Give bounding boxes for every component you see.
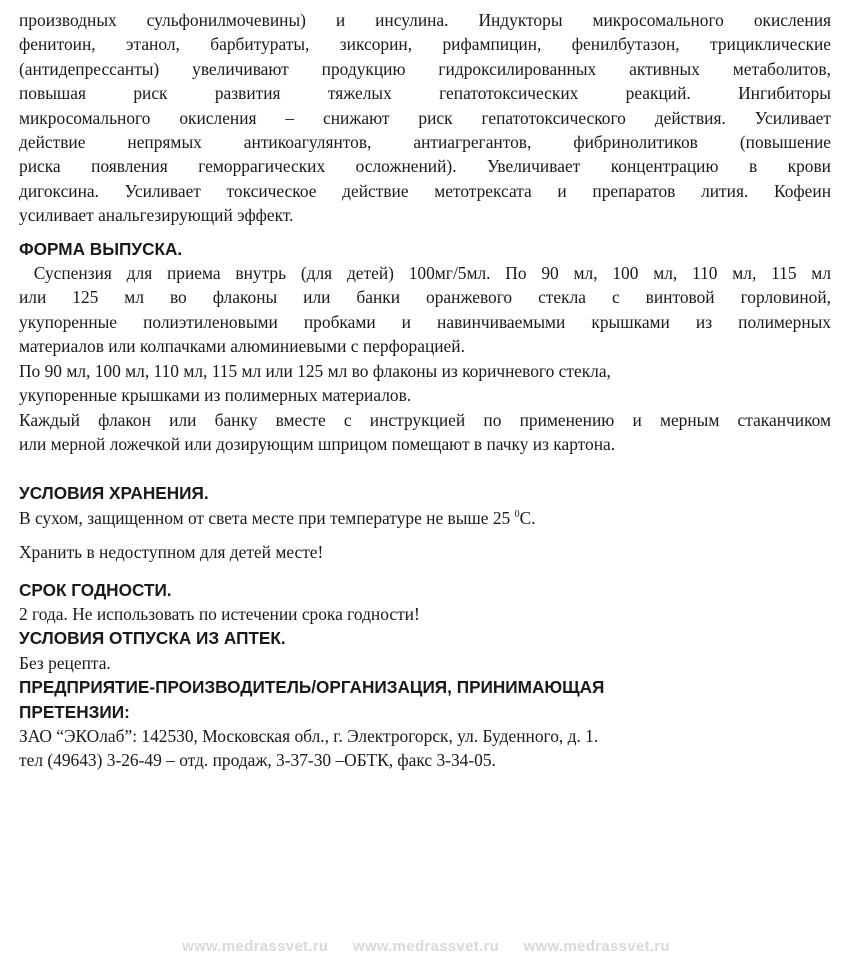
paragraph-line: Каждый флакон или банку вместе с инструкцией по применению и мерным стаканчиком — [19, 409, 831, 430]
paragraph-line: усиливает анальгезирующий эффект. — [19, 205, 294, 226]
watermark-text: www.medrassvet.ru — [523, 938, 670, 955]
dispensing-text: Без рецепта. — [19, 652, 111, 673]
paragraph-line: материалов или колпачками алюминиевыми с перфорацией. — [19, 336, 465, 357]
paragraph-line: или 125 мл во флаконы или банки оранжевого стекла с винтовой горловиной, — [19, 287, 831, 308]
dispensing-section — [19, 626, 831, 675]
watermark-text: www.medrassvet.ru — [352, 938, 500, 955]
paragraph-line: фенитоин, этанол, барбитураты, зиксорин, рифампицин, фенилбутазон, трициклические — [19, 34, 831, 55]
storage-temperature-line — [19, 506, 831, 530]
paragraph-line: (антидепрессанты) увеличивают продукцию гидроксилированных активных метаболитов, — [19, 58, 831, 79]
paragraph-line: производных сульфонилмочевины) и инсулина. Индукторы микросомального окисления — [19, 10, 831, 30]
paragraph-line: риска появления геморрагических осложнений). Увеличивает концентрацию в крови — [19, 156, 831, 177]
manufacturer-heading-cont: ПРЕТЕНЗИИ: — [19, 701, 130, 722]
storage-text: В сухом, защищенном от света месте при температуре не выше 25 — [19, 507, 515, 528]
paragraph-line: Суспензия для приема внутрь (для детей) 100мг/5мл. По 90 мл, 100 мл, 110 мл, 115 мл — [19, 263, 831, 284]
paragraph-line: По 90 мл, 100 мл, 110 мл, 115 мл или 125 мл во флаконы из коричневого стекла, — [19, 360, 611, 381]
release-form-heading: ФОРМА ВЫПУСКА. — [19, 238, 183, 259]
shelf-life-text: 2 года. Не использовать по истечении срока годности! — [19, 603, 420, 624]
paragraph-line: или мерной ложечкой или дозирующим шприцом помещают в пачку из картона. — [19, 433, 616, 454]
shelf-life-heading: СРОК ГОДНОСТИ. — [19, 579, 172, 600]
paragraph-line: повышая риск развития тяжелых гепатотоксических реакций. Ингибиторы — [19, 83, 831, 104]
storage-children-line: Хранить в недоступном для детей месте! — [19, 542, 324, 563]
paragraph-line: дигоксина. Усиливает токсическое действие метотрексата и препаратов лития. Кофеин — [19, 180, 831, 201]
paragraph-line: укупоренные крышками из полимерных материалов. — [19, 385, 412, 406]
shelf-life-section — [19, 578, 831, 627]
manufacturer-heading: ПРЕДПРИЯТИЕ-ПРОИЗВОДИТЕЛЬ/ОРГАНИЗАЦИЯ, ПРИНИМАЮЩАЯ — [19, 677, 605, 698]
watermark-text: www.medrassvet.ru — [182, 938, 329, 955]
release-form-section — [19, 237, 831, 457]
paragraph-line: микросомального окисления – снижают риск гепатотоксического действия. Усиливает — [19, 107, 831, 128]
document-body — [19, 8, 831, 773]
manufacturer-phones: тел (49643) 3-26-49 – отд. продаж, 3-37-30 –ОБТК, факс 3-34-05. — [19, 750, 496, 771]
storage-heading: УСЛОВИЯ ХРАНЕНИЯ. — [19, 483, 209, 504]
degree-superscript: 0 — [514, 508, 520, 520]
watermark — [0, 938, 852, 955]
manufacturer-section — [19, 675, 831, 773]
dispensing-heading: УСЛОВИЯ ОТПУСКА ИЗ АПТЕК. — [19, 628, 286, 649]
manufacturer-address: ЗАО “ЭКОлаб”: 142530, Московская обл., г. Электрогорск, ул. Буденного, д. 1. — [19, 725, 599, 746]
interactions-section — [19, 8, 831, 228]
paragraph-line: укупоренные полиэтиленовыми пробками и навинчиваемыми крышками из полимерных — [19, 311, 831, 332]
paragraph-line: действие непрямых антикоагулянтов, антиагрегантов, фибринолитиков (повышение — [19, 132, 831, 153]
storage-section — [19, 481, 831, 564]
storage-unit: С. — [519, 507, 536, 528]
